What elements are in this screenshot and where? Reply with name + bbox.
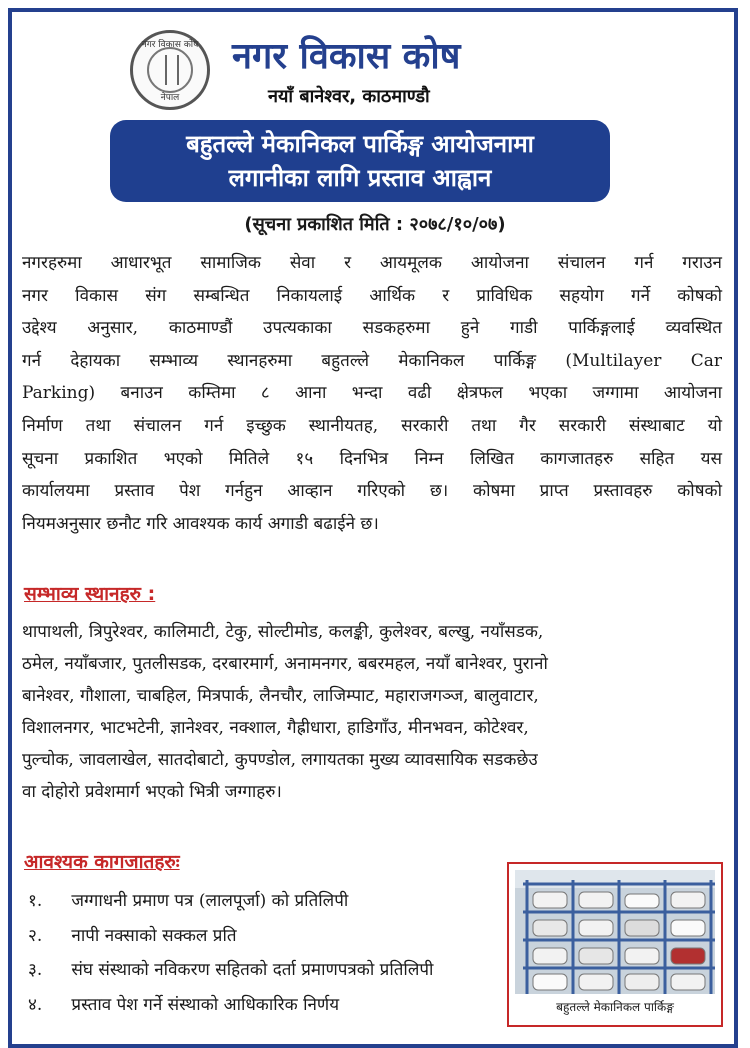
body-line: नियमअनुसार छनौट गरि आवश्यक कार्य अगाडी बढाईने छ।	[22, 513, 379, 534]
document-number: २.	[28, 925, 43, 946]
document-text: जग्गाधनी प्रमाण पत्र (लालपूर्जा) को प्रतिलिपी	[71, 891, 349, 911]
document-item	[28, 884, 433, 919]
body-line: निर्माण तथा संचालन गर्न इच्छुक स्थानीयतह, सरकारी तथा गैर सरकारी संस्थाबाट यो	[22, 415, 722, 436]
locations-line: बानेश्वर, गौशाला, चाबहिल, मित्रपार्क, लैनचौर, लाजिम्पाट, महाराजगञ्ज, बालुवाटार,	[22, 686, 539, 706]
body-line: उद्देश्य अनुसार, काठमाण्डौं उपत्यकाका सडकहरुमा हुने गाडी पार्किङ्गलाई व्यवस्थित	[22, 318, 722, 339]
body-line: नगरहरुमा आधारभूत सामाजिक सेवा र आयमूलक आयोजना संचालन गर्न गराउन	[22, 253, 722, 273]
document-item	[28, 919, 433, 954]
title-line-2: लगानीका लागि प्रस्ताव आह्वान	[228, 164, 492, 192]
locations-line: ठमेल, नयाँबजार, पुतलीसडक, दरबारमार्ग, अनामनगर, बबरमहल, नयाँ बानेश्वर, पुरानो	[22, 654, 548, 674]
document-text: नापी नक्साको सक्कल प्रति	[71, 925, 237, 946]
body-line: नगर विकास संग सम्बन्धित निकायलाई आर्थिक र प्राविधिक सहयोग गर्ने कोषको	[22, 285, 722, 306]
document-number: ४.	[28, 994, 43, 1015]
notice-title-banner	[110, 120, 610, 202]
seal-bottom-text: नेपाल	[160, 93, 180, 103]
organization-address: नयाँ बानेश्वर, काठमाण्डौ	[268, 86, 430, 107]
mechanical-parking-image	[515, 870, 715, 994]
locations-line: विशालनगर, भाटभटेनी, ज्ञानेश्वर, नक्शाल, गैह्रीधारा, हाडिगाँउ, मीनभवन, कोटेश्वर,	[22, 718, 529, 738]
document-number: ३.	[28, 960, 43, 980]
notice-body	[22, 247, 722, 540]
parking-photo-frame	[507, 862, 723, 1027]
documents-heading: आवश्यक कागजातहरुः	[24, 851, 180, 873]
body-line: गर्न देहायका सम्भाव्य स्थानहरुमा बहुतल्ले मेकानिकल पार्किङ्ग (Multilayer Car	[22, 350, 722, 371]
document-item	[28, 988, 433, 1023]
document-text: संघ संस्थाको नविकरण सहितको दर्ता प्रमाणपत्रको प्रतिलिपी	[71, 960, 434, 980]
seal-top-text: नगर विकास कोष	[141, 40, 199, 50]
seal-emblem-icon	[147, 47, 193, 93]
body-line: सूचना प्रकाशित भएको मितिले १५ दिनभित्र निम्न लिखित कागजातहरु सहित यस	[22, 448, 722, 469]
body-line: कार्यालयमा प्रस्ताव पेश गर्नहुन आव्हान गरिएको छ। कोषमा प्राप्त प्रस्तावहरु कोषको	[22, 481, 722, 502]
photo-caption: बहुतल्ले मेकानिकल पार्किङ्ग	[556, 1000, 674, 1014]
document-number: १.	[28, 891, 43, 911]
organization-name: नगर विकास कोष	[232, 36, 461, 77]
document-item	[28, 953, 433, 988]
document-text: प्रस्ताव पेश गर्ने संस्थाको आधिकारिक निर्णय	[71, 994, 340, 1015]
locations-line: पुल्चोक, जावलाखेल, सातदोबाटो, कुपण्डोल, लगायतका मुख्य व्यावसायिक सडकछेउ	[22, 750, 538, 770]
body-line: Parking) बनाउन कम्तिमा ८ आना भन्दा वढी क्षेत्रफल भएका जग्गामा आयोजना	[22, 383, 722, 404]
locations-list	[22, 616, 722, 808]
notice-publish-date: (सूचना प्रकाशित मिति : २०७८/१०/०७)	[244, 214, 506, 235]
parking-structure-illustration	[515, 870, 715, 994]
locations-line: थापाथली, त्रिपुरेश्वर, कालिमाटी, टेकु, सोल्टीमोड, कलङ्की, कुलेश्वर, बल्खु, नयाँसडक,	[22, 622, 544, 642]
organization-seal-logo	[130, 30, 210, 110]
documents-list	[28, 884, 433, 1022]
title-line-1: बहुतल्ले मेकानिकल पार्किङ्ग आयोजनामा	[186, 130, 534, 158]
locations-heading: सम्भाव्य स्थानहरु :	[24, 583, 156, 605]
locations-line: वा दोहोरो प्रवेशमार्ग भएको भित्री जग्गाहरु।	[22, 782, 282, 802]
